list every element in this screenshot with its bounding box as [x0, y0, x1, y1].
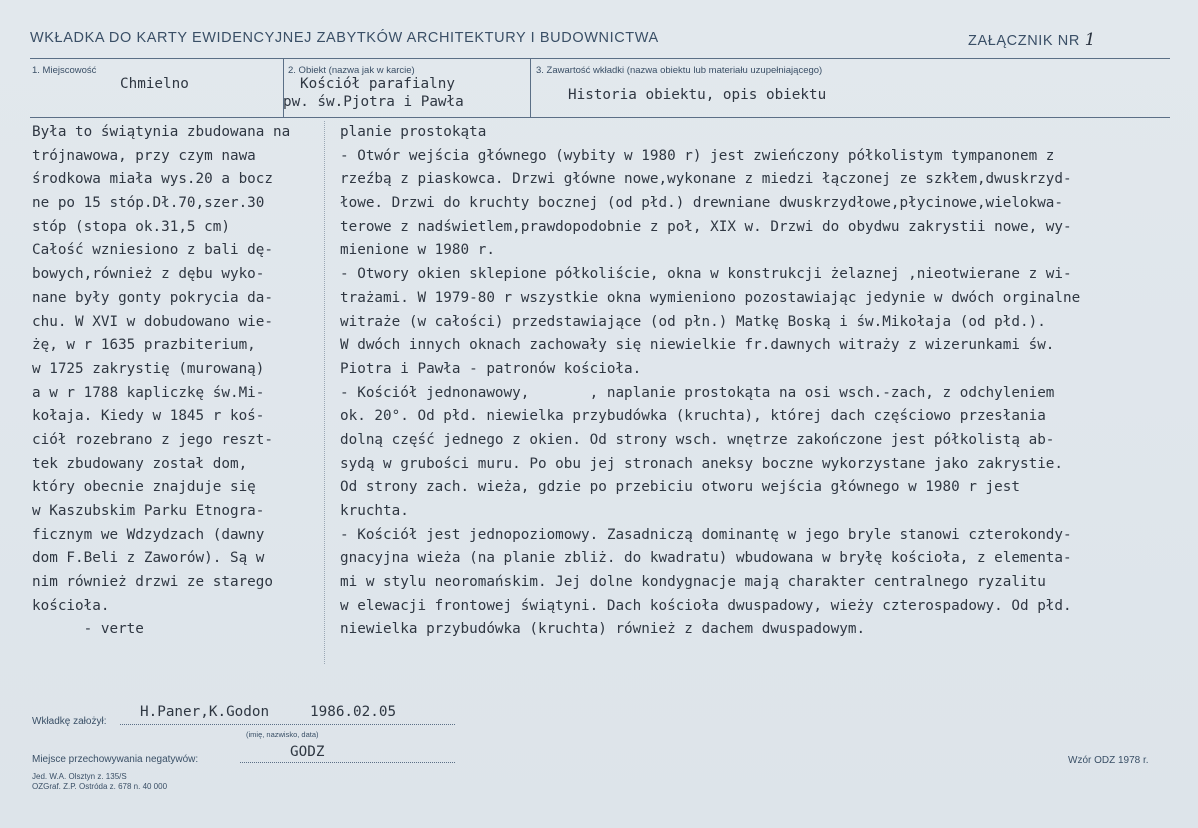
- template-mark: Wzór ODZ 1978 r.: [1068, 755, 1149, 766]
- text-line: Piotra i Pawła - patronów kościoła.: [340, 360, 642, 377]
- right-column-text: [340, 121, 1196, 642]
- text-line: nane były gonty pokrycia da-: [32, 289, 274, 306]
- text-line: rzeźbą z piaskowca. Drzwi główne nowe,wykonane z miedzi łączonej ze szkłem,dwuskrzyd-: [340, 171, 1072, 188]
- text-line: dolną część jednego z okien. Od strony wsch. wnętrze zakończone jest półkolistą ab-: [340, 431, 1055, 448]
- negatives-value: GODZ: [290, 744, 325, 760]
- text-line: łowe. Drzwi do kruchty bocznej (od płd.) drewniane dwuskrzydłowe,płycinowe,wielokwa-: [340, 195, 1064, 212]
- object-label: 2. Obiekt (nazwa jak w karcie): [288, 65, 415, 76]
- text-line: ficznym we Wdzydzach (dawny: [32, 526, 265, 543]
- object-value-line2: pw. św.Pjotra i Pawła: [283, 94, 464, 110]
- text-line: sydą w grubości muru. Po obu jej stronach aneksy boczne wykorzystane jako zakrystie.: [340, 455, 1064, 472]
- text-line: bowych,również z dębu wyko-: [32, 266, 265, 283]
- text-line: trażami. W 1979-80 r wszystkie okna wymieniono pozostawiając jedynie w dwóch orginalne: [340, 289, 1081, 306]
- text-line: kościoła.: [32, 597, 110, 614]
- prepared-hint: (imię, nazwisko, data): [246, 730, 319, 739]
- text-line: a w r 1788 kapliczkę św.Mi-: [32, 384, 265, 401]
- field-divider-2: [530, 58, 531, 118]
- text-line: Była to świątynia zbudowana na: [32, 124, 291, 140]
- text-line: w Kaszubskim Parku Etnogra-: [32, 503, 265, 519]
- text-line: środkowa miała wys.20 a bocz: [32, 171, 274, 188]
- card-title: WKŁADKA DO KARTY EWIDENCYJNEJ ZABYTKÓW ARCHITEKTURY I BUDOWNICTWA: [30, 30, 659, 46]
- header-rule: [30, 58, 1170, 59]
- left-column-text: [32, 121, 332, 642]
- text-line: w elewacji frontowej świątyni. Dach kościoła dwuspadowy, wieży czterospadowy. Od płd.: [340, 597, 1072, 614]
- print-line-1: Jed. W.A. Olsztyn z. 135/S: [32, 772, 127, 781]
- text-line: tek zbudowany został dom,: [32, 455, 248, 472]
- text-line: terowe z nadświetlem,prawdopodobnie z poł, XIX w. Drzwi do obydwu zakrystii nowe, wy-: [340, 218, 1072, 235]
- text-line: stóp (stopa ok.31,5 cm): [32, 218, 230, 235]
- text-line: planie prostokąta: [340, 124, 487, 140]
- text-line: witraże (w całości) przedstawiające (od płn.) Matkę Boską i św.Mikołaja (od płd.).: [340, 313, 1046, 330]
- negatives-line: [240, 762, 455, 763]
- contents-value: Historia obiektu, opis obiektu: [568, 87, 827, 103]
- annex-number: 1: [1084, 30, 1096, 50]
- text-line: W dwóch innych oknach zachowały się niewielkie fr.dawnych witraży z wizerunkami św.: [340, 337, 1055, 354]
- text-line: kruchta.: [340, 503, 409, 519]
- text-line: Od strony zach. wieża, gdzie po przebiciu otworu wejścia głównego w 1980 r jest: [340, 479, 1020, 496]
- contents-label: 3. Zawartość wkładki (nazwa obiektu lub materiału uzupełniającego): [536, 65, 823, 76]
- prepared-line: [120, 724, 455, 725]
- text-line: chu. W XVI w dobudowano wie-: [32, 313, 274, 330]
- print-line-2: OZGraf. Z.P. Ostróda z. 678 n. 40 000: [32, 782, 168, 791]
- annex-label-text: ZAŁĄCZNIK NR: [968, 33, 1080, 49]
- annex-label: [968, 30, 1096, 50]
- text-line: ok. 20°. Od płd. niewielka przybudówka (kruchta), której dach częściowo przesłania: [340, 408, 1046, 425]
- text-line: niewielka przybudówka (kruchta) również z dachem dwuspadowym.: [340, 621, 866, 638]
- locality-value: Chmielno: [120, 76, 189, 92]
- text-line: ne po 15 stóp.Dł.70,szer.30: [32, 195, 265, 212]
- verte-note: - verte: [32, 621, 144, 638]
- text-line: Całość wzniesiono z bali dę-: [32, 242, 274, 259]
- text-line: - Otwory okien sklepione półkoliście, okna w konstrukcji żelaznej ,nieotwierane z wi-: [340, 266, 1072, 283]
- prepared-label: Wkładkę założył:: [32, 716, 107, 727]
- text-line: - Kościół jest jednopoziomowy. Zasadniczą dominantę w jego bryle stanowi czterokondy-: [340, 526, 1072, 543]
- text-line: dom F.Beli z Zaworów). Są w: [32, 550, 265, 567]
- text-line: ciół rozebrano z jego reszt-: [32, 431, 274, 448]
- text-line: trójnawowa, przy czym nawa: [32, 147, 256, 164]
- text-line: który obecnie znajduje się: [32, 479, 256, 496]
- text-line: mienione w 1980 r.: [340, 242, 495, 259]
- text-line: w 1725 zakrystię (murowaną): [32, 360, 265, 377]
- prepared-date: 1986.02.05: [310, 704, 397, 720]
- text-line: - Kościół jednonawowy, , naplanie prostokąta na osi wsch.-zach, z odchyleniem: [340, 384, 1055, 401]
- fields-rule: [30, 117, 1170, 118]
- negatives-label: Miejsce przechowywania negatywów:: [32, 754, 199, 765]
- text-line: - Otwór wejścia głównego (wybity w 1980 r) jest zwieńczony półkolistym tympanonem z: [340, 147, 1055, 164]
- text-line: kołaja. Kiedy w 1845 r koś-: [32, 408, 265, 425]
- locality-label: 1. Miejscowość: [32, 65, 97, 76]
- text-line: gnacyjna wieża (na planie zbliż. do kwadratu) wbudowana w bryłę kościoła, z elementa-: [340, 550, 1072, 567]
- object-value-line1: Kościół parafialny: [300, 76, 455, 92]
- text-line: nim również drzwi ze starego: [32, 574, 274, 591]
- prepared-value: H.Paner,K.Godon: [140, 704, 270, 720]
- text-line: żę, w r 1635 prazbiterium,: [32, 337, 256, 354]
- text-line: mi w stylu neoromańskim. Jej dolne kondygnacje mają charakter centralnego ryzalitu: [340, 574, 1046, 591]
